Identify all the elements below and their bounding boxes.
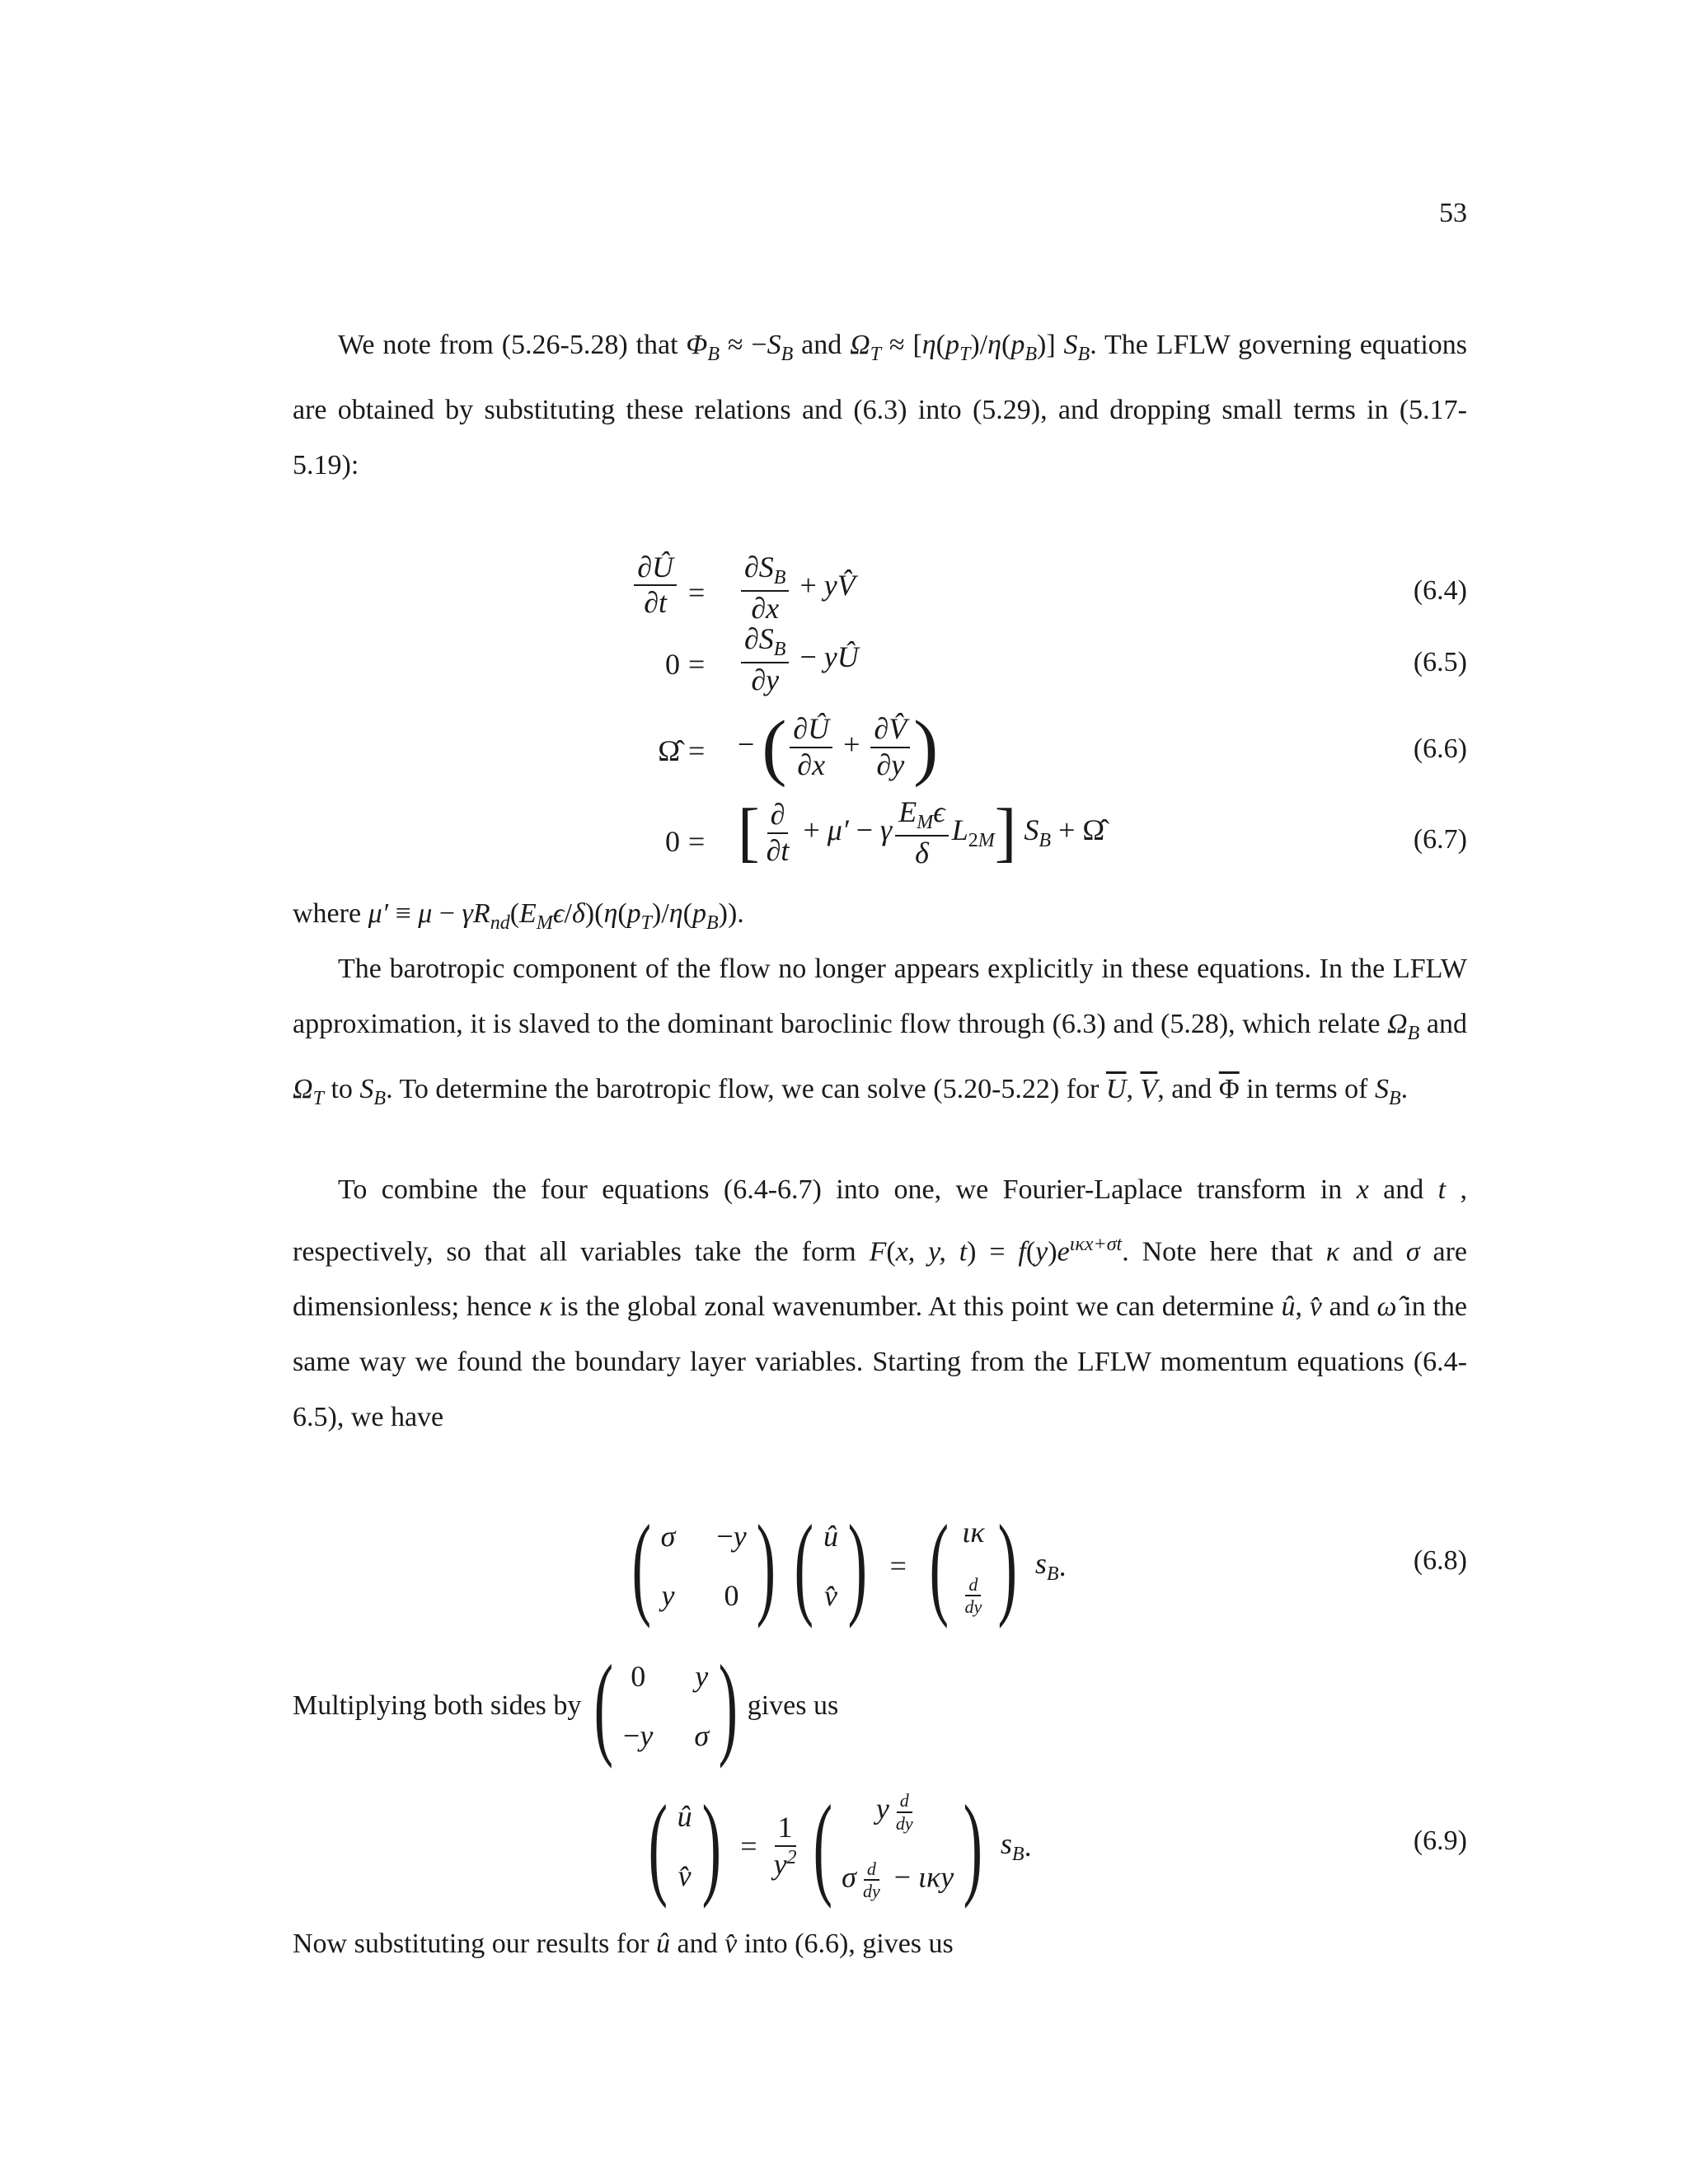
paragraph-last: Now substituting our results for û and v̂ into (6.6), gives us [293,1929,954,1959]
equation-6-7: 0 = [ $\frac{\partial}{\partial t}$ + μ′ − γ $\frac{E_M\epsilon}{\delta}$ $L_{2M}$] $S_B$ + Ω̂ (6.7) [665,795,1467,869]
gives-us-text: gives us [747,1690,839,1721]
equation-label: (6.6) [1413,733,1467,764]
paragraph-where: where $\mu' \equiv \mu - \gamma R_{nd}(E_M\epsilon/\delta)(\eta(p_T)/\eta(p_B))$. [293,898,744,934]
equation-label: (6.8) [1413,1545,1467,1576]
equation-6-5: 0 = $\frac{\partial S_B}{\partial y}$ − yÛ (6.5) [665,622,1467,696]
page-number: 53 [1439,198,1467,228]
paragraph-fourier: To combine the four equations (6.4-6.7) into one, we Fourier-Laplace transform in x and t , respectively, so that all variables take the form F(x, y, $t) = f(y)e^{\iota\kappa x+\sigma t}$. Note here that κ and σ are dimensionless; hence κ is the global zonal wavenumber. At this point we can determine û, v̂ and ω̂ in the same way we found the boundary layer variables. Starting from the LFLW momentum equations (6.4-6.5), we have [293,1174,1468,1433]
equation-label: (6.9) [1413,1825,1467,1856]
equation-label: (6.7) [1413,824,1467,855]
equation-label: (6.5) [1413,647,1467,677]
multiplying-line: Multiplying both sides by ( 0 y −y σ ) gives us [293,1642,839,1769]
equation-6-6: Ω̂ = − ( $\frac{\partial Û}{\partial x}$ + $\frac{\partial V̂}{\partial y}$ ) (6.6) [658,706,1467,788]
multiplying-text: Multiplying both sides by [293,1690,582,1721]
equation-6-4: $\frac{\partial Û}{\partial t}$ = $\frac{\partial S_B}{\partial x}$ + yV̂ (6.4) [293,551,1467,633]
paragraph-intro: We note from (5.26-5.28) that $\Phi_B \approx -S_B$ and $\Omega_T \approx [\eta(p_T)/\eta(p_B)]$ $S_B$. The LFLW governing equations are obtained by substituting these relations and (6.3) into (5.29), and dropping small terms in (5.17-5.19): [293,330,1468,480]
equation-6-8: ( σ −y y 0 ) ( û v̂ ) = ( ικ $\frac{d}{dy}$ ) $s_B$ . (6.8) [631,1502,1467,1629]
equation-label: (6.4) [1413,575,1467,606]
equation-6-9: ( û v̂ ) = $\frac{1}{y^2}$ ( y $\frac{d}{dy}$ σ $\frac{d}{dy}$ − ικy ) $s_B$ . (6.9) [648,1782,1467,1910]
paragraph-barotropic: The barotropic component of the flow no longer appears explicitly in these equations. In the LFLW approximation, it is slaved to the dominant baroclinic flow through (6.3) and (5.28), which relate $\Omega_B$ and $\Omega_T$ to $S_B$. To determine the barotropic flow, we can solve (5.20-5.22) for $\overline{U}$, $\overline{V}$, and $\overline{\Phi}$ in terms of $S_B$. [293,954,1467,1109]
